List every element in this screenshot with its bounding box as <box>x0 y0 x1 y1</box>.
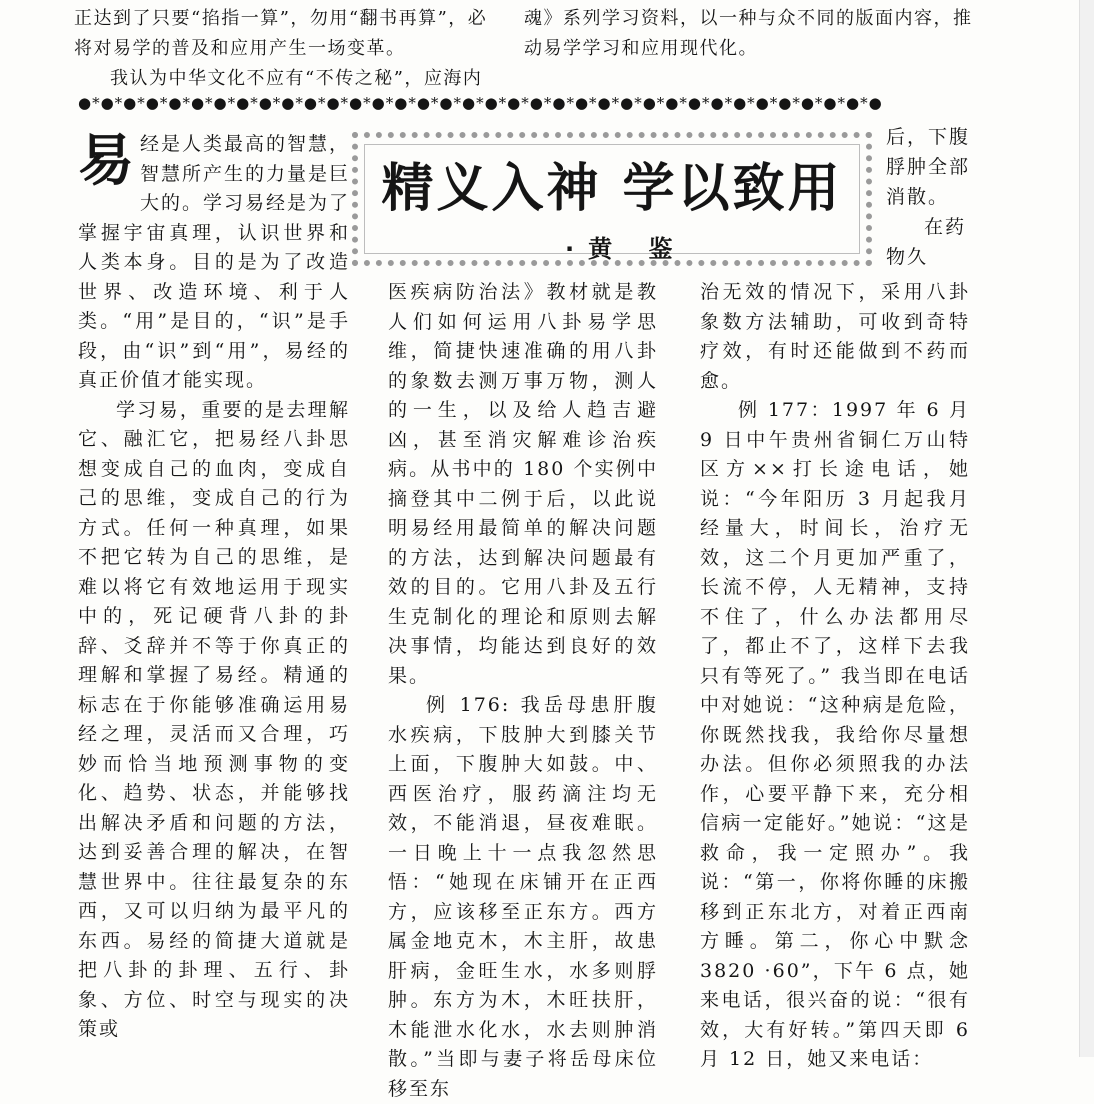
article-paragraph: 例 177：1997 年 6 月 9 日中午贵州省铜仁万山特区方××打长途电话，她说：“今年阳历 3 月起我月经量大，时间长，治疗无效，这二个月更加严重了，长流不停，人无精神，支持不住了，什么办法都用尽了，都止不了，这样下去我只有等死了。” 我当即在电话中对她说：“这种病是危险，你既然找我，我给你尽量想办法。但你必须照我的办法作，心要平静下来，充分相信病一定能好。”她说：“这是救命，我一定照办”。我说：“第一，你将你睡的床搬移到正东北方，对着正西南方睡。第二，你心中默念 3820 ·60”，下午 6 点，她来电话，很兴奋的说：“很有效，大有好转。”第四天即 6 月 12 日，她又来电话： <box>700 399 970 1070</box>
article-paragraph: 后，下腹脬肿全部消散。 <box>886 126 971 208</box>
top-left-line: 我认为中华文化不应有“不传之秘”，应海内 <box>110 68 483 89</box>
title-frame <box>364 144 860 263</box>
article-column-1 <box>78 130 350 1045</box>
top-left-line: 正达到了只要“掐指一算”，勿用“翻书再算”，必 <box>74 8 488 29</box>
article-column-3 <box>700 278 970 1075</box>
article-paragraph: 治无效的情况下，采用八卦象数方法辅助，可收到奇特疗效，有时还能做到不药而愈。 <box>700 281 970 392</box>
article-paragraph: 例 176: 我岳母患肝腹水疾病，下肢肿大到膝关节上面，下腹肿大如鼓。中、西医治疗，服药滴注均无效，不能消退，昼夜难眠。一日晚上十一点我忽然思悟：“她现在床铺开在正西方，应该移至正东方。西方属金地克木，木主肝，故患肝病，金旺生水，水多则脬肿。东方为木，木旺扶肝，木能泄水化水，水去则肿消散。”当即与妻子将岳母床位移至东 <box>388 694 658 1100</box>
article-title-box <box>352 132 872 266</box>
article-column-2 <box>388 278 658 1104</box>
vertical-scrollbar[interactable] <box>1079 0 1094 1057</box>
article-column-3-top <box>886 122 978 272</box>
top-left-line: 将对易学的普及和应用产生一场变革。 <box>74 38 406 59</box>
article-paragraph: 在药物久 <box>886 216 967 268</box>
article-paragraph: 医疾病防治法》教材就是教人们如何运用八卦易学思维，简捷快速准确的用八卦的象数去测万事万物，测人的一生，以及给人趋吉避凶，甚至消灾解难诊治疾病。从书中的 180 个实例中摘登其中二例于后，以此说明易经用最简单的解决问题的方法，达到解决问题最有效的目的。它用八卦及五行生克制化的理论和原则去解决事情，均能达到良好的效果。 <box>388 281 658 687</box>
article-byline: ·黄 鉴 <box>565 235 687 263</box>
ornamental-divider: ●*●*●*●*●*●*●*●*●*●*●*●*●*●*●*●*●*●*●*●*●*●*●*●*●*●*●*●*●*●*●*●*●*●*●*● <box>78 94 883 112</box>
article-title: 精义入神 学以致用 <box>381 159 843 219</box>
top-left-text <box>74 4 504 94</box>
top-right-text <box>524 4 974 64</box>
article-paragraph: 学习易，重要的是去理解它、融汇它，把易经八卦思想变成自己的血肉，变成自己的思维，变成自己的行为方式。任何一种真理，如果不把它转为自己的思维，是难以将它有效地运用于现实中的，死记硬背八卦的卦辞、爻辞并不等于你真正的理解和掌握了易经。精通的标志在于你能够准确运用易经之理，灵活而又合理，巧妙而恰当地预测事物的变化、趋势、状态，并能够找出解决矛盾和问题的方法，达到妥善合理的解决，在智慧世界中。往往最复杂的东西，又可以归纳为最平凡的东西。易经的简捷大道就是把八卦的卦理、五行、卦象、方位、时空与现实的决策或 <box>78 398 350 1040</box>
article-paragraph: 经是人类最高的智慧，智慧所产生的力量是巨大的。学习易经是为了掌握宇宙真理，认识世界和人类本身。目的是为了改造世界、改造环境、利于人类。“用”是目的，“识”是手段，由“识”到“用”，易经的真正价值才能实现。 <box>78 133 351 391</box>
top-right-line: 动易学学习和应用现代化。 <box>524 38 758 59</box>
drop-cap: 易 <box>78 129 136 194</box>
top-right-line: 魂》系列学习资料，以一种与众不同的版面内容，推 <box>524 8 973 29</box>
